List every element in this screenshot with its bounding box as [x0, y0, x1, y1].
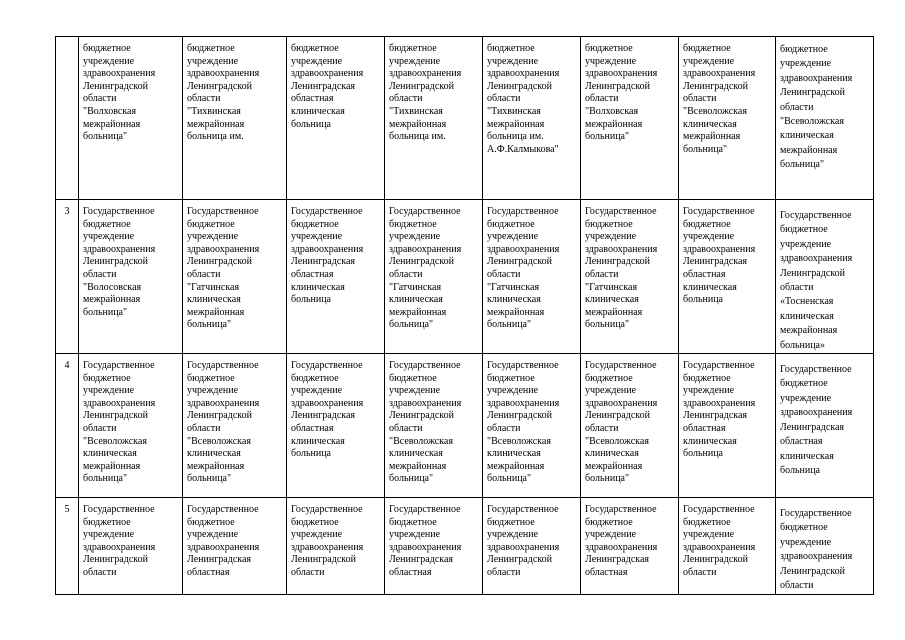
hospital-assignment-table	[55, 36, 874, 595]
table-cell: бюджетное учреждение здравоохранения Ленинградская областная клиническая больница	[287, 37, 385, 200]
table-cell: Государственное бюджетное учреждение здравоохранения Ленинградской области "Всеволожская клиническая межрайонная больница"	[483, 354, 581, 498]
table-cell: Государственное бюджетное учреждение здравоохранения Ленинградская областная	[183, 498, 287, 594]
table-cell: Государственное бюджетное учреждение здравоохранения Ленинградской области "Всеволожская клиническая межрайонная больница"	[385, 354, 483, 498]
table-cell: Государственное бюджетное учреждение здравоохранения Ленинградской области "Гатчинская клиническая межрайонная больница"	[483, 200, 581, 354]
table-row	[56, 37, 874, 200]
table-cell: Государственное бюджетное учреждение здравоохранения Ленинградская областная	[581, 498, 679, 594]
table-cell: Государственное бюджетное учреждение здравоохранения Ленинградская областная клиническая больница	[287, 354, 385, 498]
table-cell: Государственное бюджетное учреждение здравоохранения Ленинградской области	[79, 498, 183, 594]
table-cell: Государственное бюджетное учреждение здравоохранения Ленинградской области "Гатчинская клиническая межрайонная больница"	[581, 200, 679, 354]
table-row	[56, 498, 874, 594]
table-cell: бюджетное учреждение здравоохранения Ленинградской области "Волховская межрайонная больница"	[581, 37, 679, 200]
table-cell: Государственное бюджетное учреждение здравоохранения Ленинградская областная клиническая больница	[287, 200, 385, 354]
table-cell: Государственное бюджетное учреждение здравоохранения Ленинградской области "Всеволожская клиническая межрайонная больница"	[79, 354, 183, 498]
table-cell: бюджетное учреждение здравоохранения Ленинградской области "Волховская межрайонная больница"	[79, 37, 183, 200]
table-cell: Государственное бюджетное учреждение здравоохранения Ленинградская областная	[385, 498, 483, 594]
table-cell: Государственное бюджетное учреждение здравоохранения Ленинградская областная клиническая больница	[679, 200, 776, 354]
row-number: 5	[56, 498, 79, 594]
table-cell: Государственное бюджетное учреждение здравоохранения Ленинградской области	[679, 498, 776, 594]
row-number	[56, 37, 79, 200]
table-cell: Государственное бюджетное учреждение здравоохранения Ленинградской области	[483, 498, 581, 594]
table-cell: Государственное бюджетное учреждение здравоохранения Ленинградской области "Всеволожская клиническая межрайонная больница"	[581, 354, 679, 498]
table-row	[56, 200, 874, 354]
table-row	[56, 354, 874, 498]
table-cell: Государственное бюджетное учреждение здравоохранения Ленинградская областная клиническая больница	[679, 354, 776, 498]
table-cell: Государственное бюджетное учреждение здравоохранения Ленинградской области "Всеволожская клиническая межрайонная больница"	[183, 354, 287, 498]
table-cell: Государственное бюджетное учреждение здравоохранения Ленинградской области «Тосненская клиническая межрайонная больница»	[776, 200, 874, 354]
table-cell: Государственное бюджетное учреждение здравоохранения Ленинградской области "Гатчинская клиническая межрайонная больница"	[385, 200, 483, 354]
table-cell: Государственное бюджетное учреждение здравоохранения Ленинградская областная клиническая больница	[776, 354, 874, 498]
table-cell: Государственное бюджетное учреждение здравоохранения Ленинградской области	[287, 498, 385, 594]
table-cell: Государственное бюджетное учреждение здравоохранения Ленинградской области "Гатчинская клиническая межрайонная больница"	[183, 200, 287, 354]
table-cell: бюджетное учреждение здравоохранения Ленинградской области "Всеволожская клиническая межрайонная больница"	[776, 37, 874, 200]
table-cell: бюджетное учреждение здравоохранения Ленинградской области "Тихвинская межрайонная больница им.	[183, 37, 287, 200]
table-cell: Государственное бюджетное учреждение здравоохранения Ленинградской области "Волосовская межрайонная больница"	[79, 200, 183, 354]
table-cell: бюджетное учреждение здравоохранения Ленинградской области "Тихвинская межрайонная больница им.	[385, 37, 483, 200]
table-cell: бюджетное учреждение здравоохранения Ленинградской области "Всеволожская клиническая межрайонная больница"	[679, 37, 776, 200]
row-number: 3	[56, 200, 79, 354]
table-cell: Государственное бюджетное учреждение здравоохранения Ленинградской области	[776, 498, 874, 594]
table-cell: бюджетное учреждение здравоохранения Ленинградской области "Тихвинская межрайонная больница им. А.Ф.Калмыкова"	[483, 37, 581, 200]
row-number: 4	[56, 354, 79, 498]
